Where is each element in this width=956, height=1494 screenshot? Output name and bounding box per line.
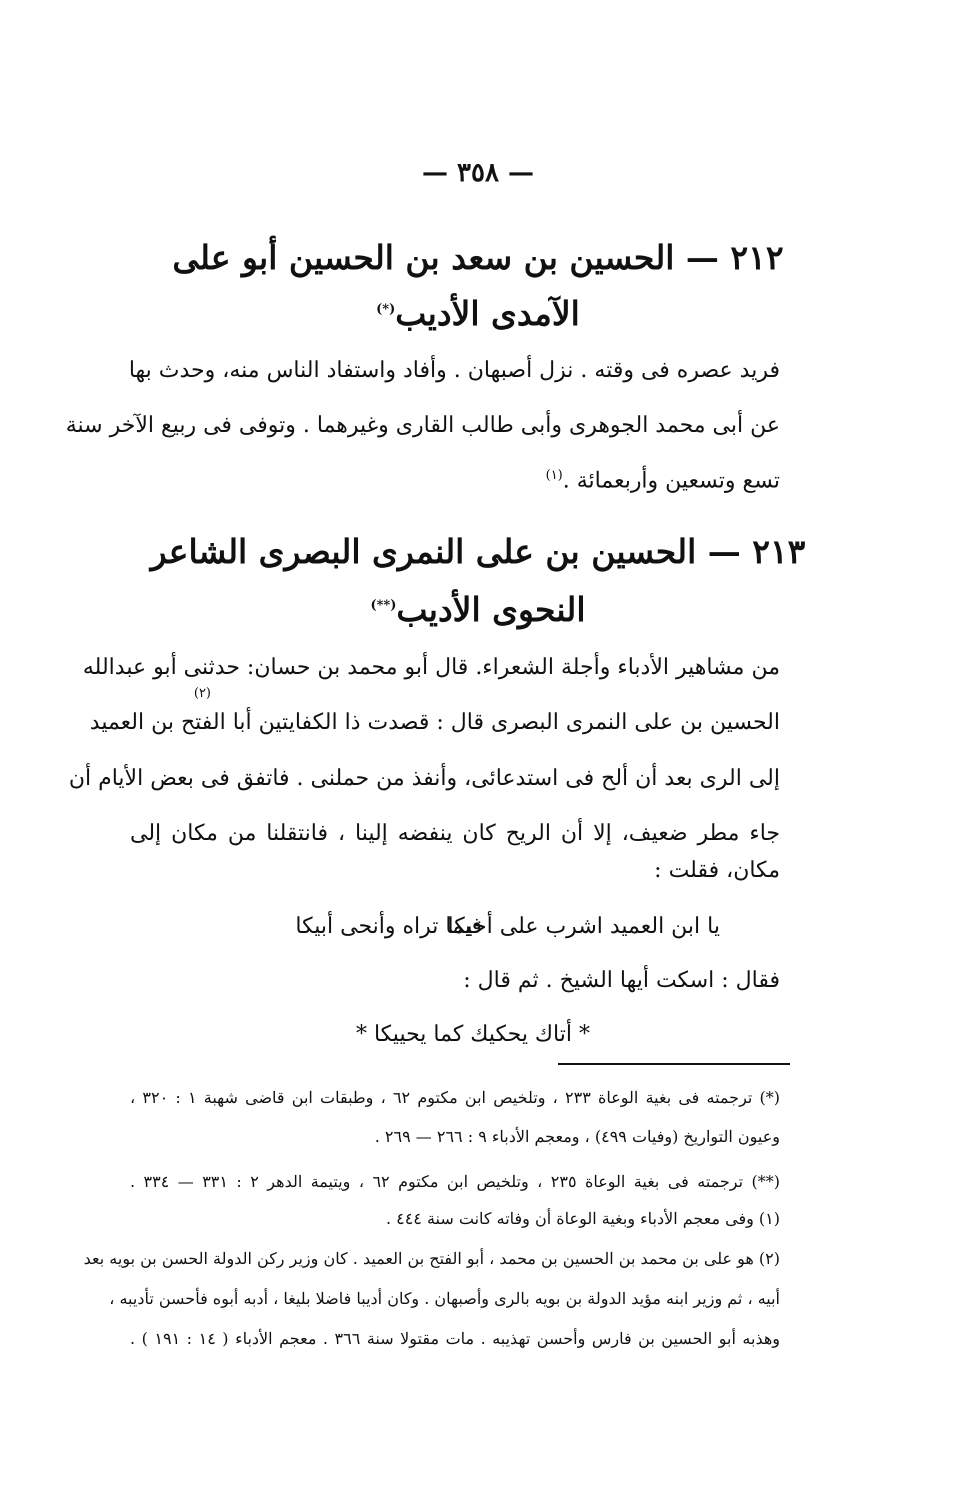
entry-212-heading-line2	[120, 294, 836, 334]
entry-212-body-line-last	[130, 468, 780, 495]
footnote-line: (*) ترجمته فى بغية الوعاة ٢٣٣ ، وتلخيص ابن مكتوم ٦٢ ، وطبقات ابن قاضى شهبة ١ : ٣٢٠ ،	[130, 1088, 781, 1107]
entry-213-heading-subtitle: النحوى الأديب	[396, 590, 586, 629]
footnote-line: (١) وفى معجم الأدباء وبغية الوعاة أن وفاته كانت سنة ٤٤٤ .	[385, 1209, 780, 1228]
entry-212-body-mark: (١)	[545, 468, 563, 483]
entry-212-heading-subtitle: الآمدى الأديب	[395, 294, 580, 333]
entry-212-body-line: فريد عصره فى وقته . نزل أصبهان . وأفاد واستفاد الناس منه، وحدث بها	[128, 358, 780, 383]
footnote-line: وعيون التواريخ (وفيات ٤٩٩) ، ومعجم الأدباء ٩ : ٢٦٦ — ٢٦٩ .	[374, 1127, 780, 1146]
entry-213-heading-line1	[120, 532, 836, 572]
entry-213-body-line-last: مكان، فقلت :	[654, 858, 780, 883]
verse-second-hemistich: فيما تراه وأنحى أبيكا	[295, 914, 482, 939]
after-verse-line: فقال : اسكت أيها الشيخ . ثم قال :	[463, 968, 780, 993]
entry-213-body-line: جاء مطر ضعيف، إلا أن الريح كان ينفضه إلينا ، فانتقلنا من مكان إلى	[130, 821, 780, 846]
entry-213-body-line: إلى الرى بعد أن ألح فى استدعائى، وأنفذ من حملنى . فاتفق فى بعض الأيام أن	[68, 766, 780, 791]
entry-212-heading-line1	[120, 238, 836, 278]
entry-212-heading-mark: (*)	[376, 302, 396, 317]
entry-212-body-text: تسع وتسعين وأربعمائة .	[562, 468, 780, 494]
entry-212-heading-text: ٢١٢ — الحسين بن سعد بن الحسين أبو على	[172, 238, 784, 277]
verse-first-hemistich: يا ابن العميد اشرب على أخيكا	[447, 914, 720, 939]
footnote-divider	[558, 1063, 790, 1065]
entry-213-heading-mark: (**)	[370, 598, 397, 613]
entry-213-body-mark: (٢)	[193, 686, 211, 701]
footnote-line: أبيه ، ثم وزير ابنه مؤيد الدولة بن بويه بالرى وأصبهان . وكان أديبا فاضلا بليغا ، أدبه أبوه فأحسن تأديبه ،	[109, 1289, 780, 1308]
page-number: — ٣٥٨ —	[421, 158, 535, 188]
entry-213-heading-line2	[120, 590, 836, 630]
footnote-line: (**) ترجمته فى بغية الوعاة ٢٣٥ ، وتلخيص ابن مكتوم ٦٢ ، ويتيمة الدهر ٢ : ٣٣١ — ٣٣٤ .	[130, 1172, 781, 1191]
footnote-line: (٢) هو على بن محمد بن الحسين بن محمد ، أبو الفتح بن العميد . كان وزير ركن الدولة الحسن بن بويه بعد	[83, 1249, 780, 1268]
footnote-line: وهذبه أبو الحسين بن فارس وأحسن تهذيبه . مات مقتولا سنة ٣٦٦ . معجم الأدباء ( ١٤ : ١٩١ ) .	[130, 1329, 781, 1348]
closing-verse: * أتاك يحكيك كما يحييكا *	[355, 1022, 590, 1047]
entry-213-body-text: الحسين بن على النمرى البصرى قال : قصدت ذا الكفايتين أبا الفتح بن العميد	[89, 710, 780, 735]
entry-213-heading-text: ٢١٣ — الحسين بن على النمرى البصرى الشاعر	[150, 532, 806, 571]
entry-213-body-line: من مشاهير الأدباء وأجلة الشعراء. قال أبو محمد بن حسان: حدثنى أبو عبدالله	[82, 655, 780, 680]
entry-212-body-line: عن أبى محمد الجوهرى وأبى طالب القارى وغيرهما . وتوفى فى ربيع الآخر سنة	[65, 413, 780, 438]
entry-213-body-line-with-mark	[89, 710, 780, 736]
